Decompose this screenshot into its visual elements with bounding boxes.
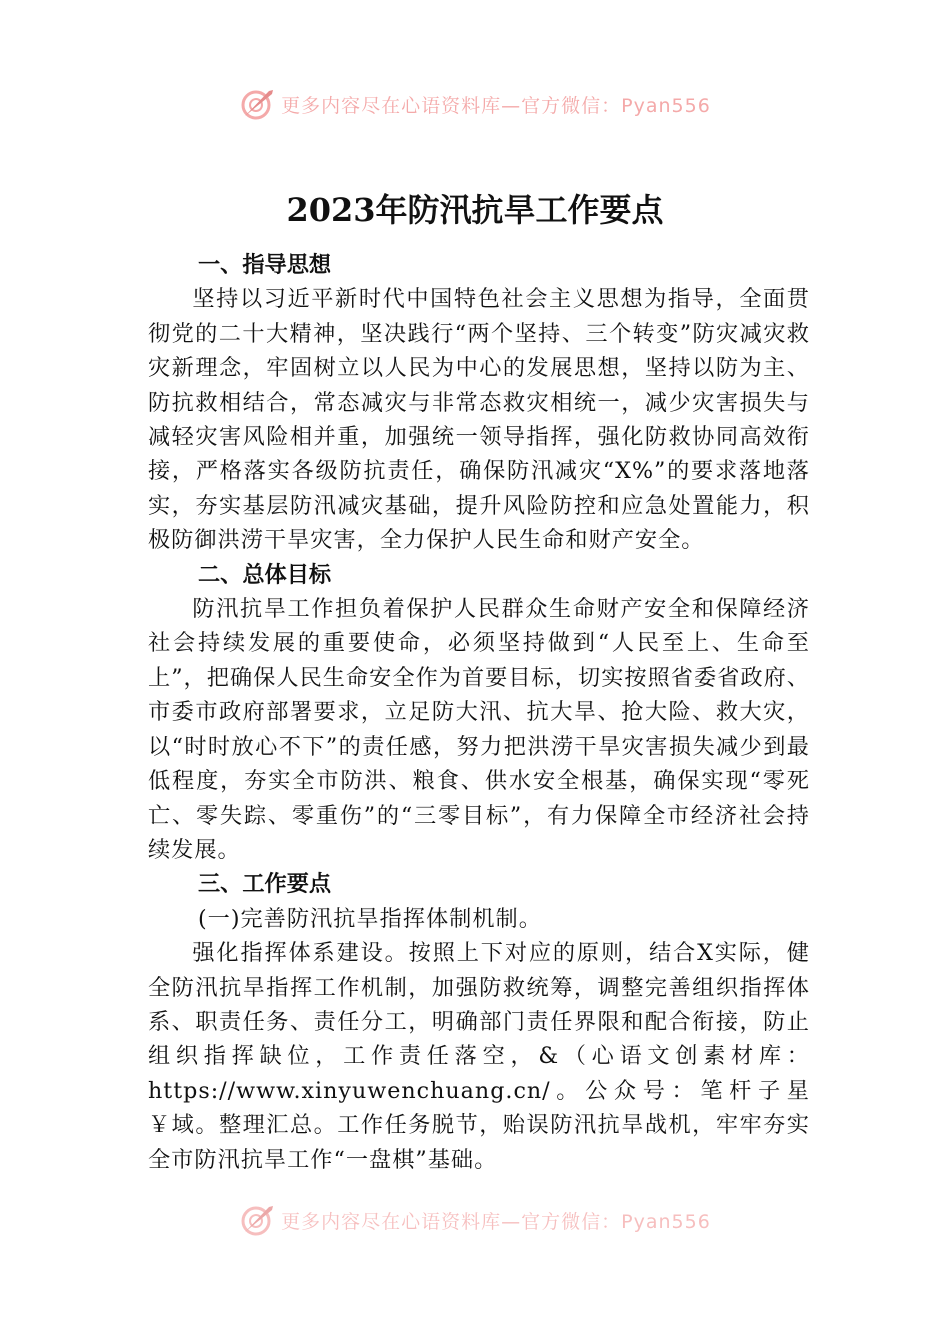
document-title: 2023年防汛抗旱工作要点 [286,191,664,229]
paragraph-command-system: 强化指挥体系建设。按照上下对应的原则，结合X实际，健全防汛抗旱指挥工作机制，加强防救统筹，调整完善组织指挥体系、职责任务、责任分工，明确部门责任界限和配合衔接，防止组织指挥缺位，工作责任落空，&（心语文创素材库：https://www.xinyuwenchuang.cn/。公众号：笔杆子星￥域。整理汇总。工作任务脱节，贻误防汛抗旱战机，牢牢夯实全市防汛抗旱工作“一盘棋”基础。 [148,940,810,1173]
paragraph-overall-goal: 防汛抗旱工作担负着保护人民群众生命财产安全和保障经济社会持续发展的重要使命，必须坚持做到“人民至上、生命至上”，把确保人民生命安全作为首要目标，切实按照省委省政府、市委市政府部署要求，立足防大汛、抗大旱、抢大险、救大灾，以“时时放心不下”的责任感，努力把洪涝干旱灾害损失减少到最低程度，夯实全市防洪、粮食、供水安全根基，确保实现“零死亡、零失踪、零重伤”的“三零目标”，有力保障全市经济社会持续发展。 [148,596,810,863]
watermark-top-text: 更多内容尽在心语资料库—官方微信：Pyan556 [281,94,711,117]
section-heading-overall-goal: 二、总体目标 [198,561,332,588]
paragraph-guiding-ideology: 坚持以习近平新时代中国特色社会主义思想为指导，全面贯彻党的二十大精神，坚决践行“两个坚持、三个转变”防灾减灾救灾新理念，牢固树立以人民为中心的发展思想，坚持以防为主、防抗救相结合，常态减灾与非常态救灾相统一，减少灾害损失与减轻灾害风险相并重，加强统一领导指挥，强化防救协同高效衔接，严格落实各级防抗责任，确保防汛减灾“X%”的要求落地落实，夯实基层防汛减灾基础，提升风险防控和应急处置能力，积极防御洪涝干旱灾害，全力保护人民生命和财产安全。 [148,286,810,554]
watermark-top [0,84,950,124]
section-heading-work-points: 三、工作要点 [198,871,332,898]
quill-logo-icon [239,86,277,122]
watermark-bottom-text: 更多内容尽在心语资料库—官方微信：Pyan556 [281,1210,711,1233]
document-body [148,248,810,1177]
section-heading-guiding-ideology: 一、指导思想 [198,252,332,278]
quill-logo-icon [239,1202,277,1238]
subheading-command-system: (一)完善防汛抗旱指挥体制机制。 [198,905,542,932]
watermark-bottom [0,1200,950,1240]
